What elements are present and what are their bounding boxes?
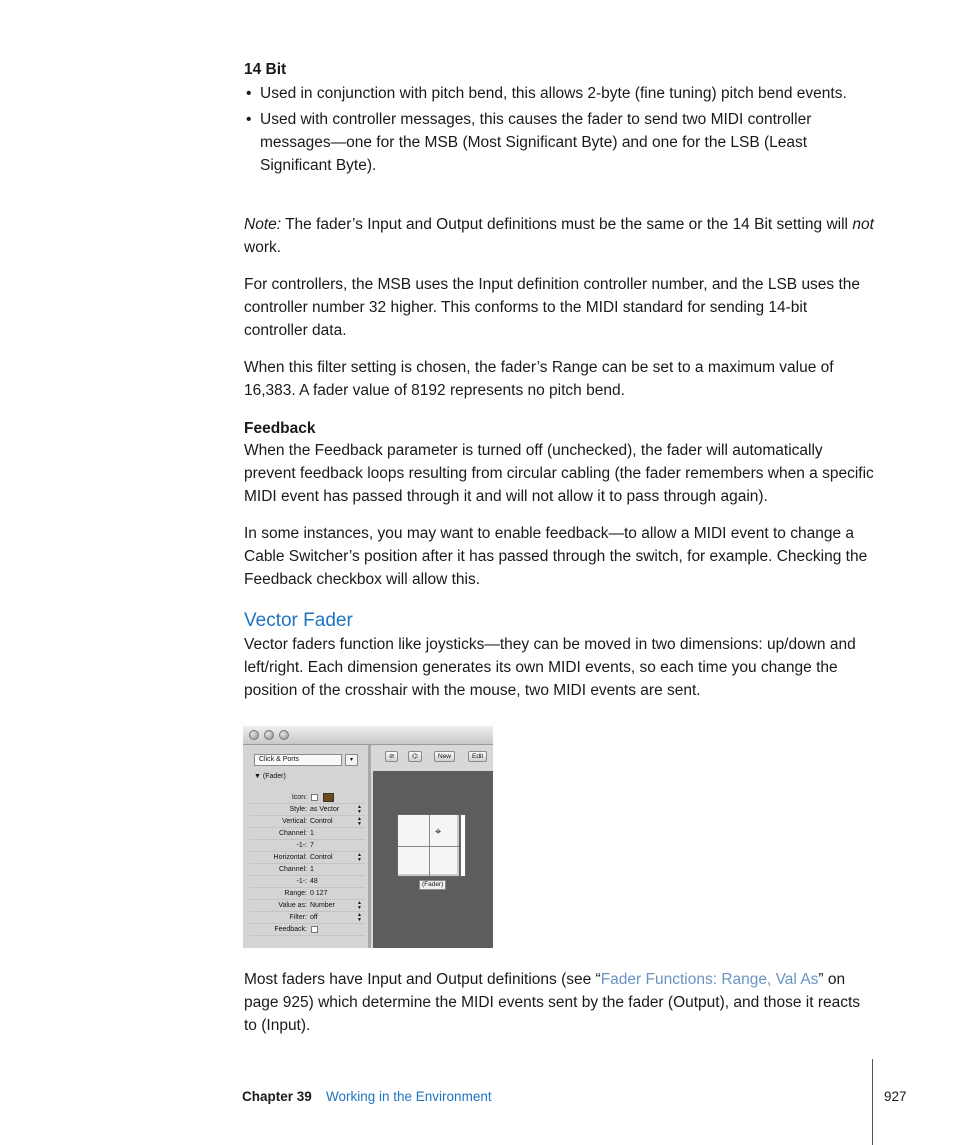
stepper-icon[interactable]: ▲ ▼ — [357, 816, 362, 827]
stepper-icon[interactable]: ▲ ▼ — [357, 804, 362, 815]
parameter-row[interactable] — [249, 852, 365, 864]
zoom-icon[interactable] — [279, 730, 289, 740]
parameter-label: -1-: — [296, 878, 307, 885]
parameter-value[interactable]: off — [310, 914, 318, 921]
checkbox[interactable] — [311, 926, 318, 933]
close-icon[interactable] — [249, 730, 259, 740]
parameter-row[interactable] — [249, 840, 365, 852]
section-vector-fader — [244, 609, 874, 702]
parameter-row[interactable] — [249, 924, 365, 936]
parameter-row[interactable] — [249, 816, 365, 828]
heading-14-bit: 14 Bit — [244, 61, 287, 78]
cross-reference-link[interactable]: Fader Functions: Range, Val As — [600, 971, 819, 988]
fader-icon[interactable] — [323, 793, 334, 802]
edit-menu-button[interactable]: Edit — [468, 751, 487, 762]
paragraph-range: When this filter setting is chosen, the fader’s Range can be set to a maximum value of 16,383. A fader value of 8192 represents no pitch bend. — [244, 359, 834, 399]
parameter-row[interactable] — [249, 876, 365, 888]
heading-feedback: Feedback — [244, 420, 316, 437]
fader-side-handle[interactable] — [460, 814, 466, 877]
paragraph-feedback-1: When the Feedback parameter is turned off (unchecked), the fader will automatically prevent feedback loops resulting from circular cabling (the fader remembers when a specific MIDI event has passed through it and will not allow it to pass through again). — [244, 442, 874, 505]
section-feedback — [244, 419, 874, 508]
midi-thru-icon[interactable]: ⌬ — [408, 751, 422, 762]
parameter-row[interactable] — [249, 888, 365, 900]
stepper-icon[interactable]: ▲ ▼ — [357, 900, 362, 911]
closing-text-after: ” on page 925) which determine the MIDI events sent by the fader (Output), and those it reacts to (Input). — [244, 971, 861, 1034]
environment-toolbar — [371, 745, 493, 769]
note-text-2: work. — [244, 239, 282, 256]
note-label: Note: — [244, 216, 282, 233]
section-14-bit — [244, 60, 874, 180]
note-emphasis: not — [852, 216, 874, 233]
parameter-value[interactable]: 0 127 — [310, 890, 328, 897]
closing-text-before: Most faders have Input and Output definitions (see “ — [244, 971, 601, 988]
environment-window-screenshot — [243, 726, 493, 948]
parameter-row[interactable] — [249, 900, 365, 912]
parameter-value[interactable]: Number — [310, 902, 335, 909]
parameter-row[interactable] — [249, 912, 365, 924]
parameter-value[interactable]: Control — [310, 818, 333, 825]
parameter-label: Style: — [289, 806, 307, 813]
parameter-value[interactable]: 1 — [310, 830, 314, 837]
bullet-controller: • Used with controller messages, this causes the fader to send two MIDI controller messages—one for the MSB (Most Significant Byte) and one for the LSB (Least Significant Byte). — [244, 108, 874, 177]
parameter-label: Channel: — [278, 866, 307, 873]
vector-fader-pad[interactable] — [397, 814, 460, 877]
footer-divider — [872, 1059, 873, 1145]
parameter-row[interactable] — [249, 864, 365, 876]
link-icon[interactable]: ⊘ — [385, 751, 398, 762]
parameter-label: -1-: — [296, 842, 307, 849]
layer-menu[interactable]: Click & Ports — [254, 754, 342, 766]
parameter-label: Range: — [284, 890, 307, 897]
parameter-label: Horizontal: — [273, 854, 307, 861]
heading-vector-fader: Vector Fader — [244, 610, 353, 631]
crosshair-icon[interactable]: ⌖ — [435, 826, 442, 838]
parameter-row[interactable] — [249, 804, 365, 816]
parameter-label: Feedback: — [274, 926, 307, 933]
footer-chapter-title[interactable]: Working in the Environment — [326, 1089, 492, 1104]
parameter-value[interactable]: 1 — [310, 866, 314, 873]
paragraph-controllers: For controllers, the MSB uses the Input definition controller number, and the LSB uses the controller number 32 higher. This conforms to the MIDI standard for sending 14-bit controller data. — [244, 276, 861, 339]
footer-chapter: Chapter 39 — [242, 1089, 312, 1104]
layer-menu-arrow-icon[interactable]: ▾ — [345, 754, 358, 766]
paragraph-feedback-2: In some instances, you may want to enable feedback—to allow a MIDI event to change a Cable Switcher’s position after it has passed through the switch, for example. Checking the Feedback checkbox will allow this. — [244, 525, 868, 588]
page-number: 927 — [884, 1089, 907, 1104]
minimize-icon[interactable] — [264, 730, 274, 740]
stepper-icon[interactable]: ▲ ▼ — [357, 912, 362, 923]
parameter-label: Filter: — [289, 914, 307, 921]
paragraph-input-output — [244, 968, 874, 1037]
stepper-icon[interactable]: ▲ ▼ — [357, 852, 362, 863]
new-menu-button[interactable]: New — [434, 751, 455, 762]
note-text-1: The fader’s Input and Output definitions must be the same or the 14 Bit setting will — [285, 216, 849, 233]
parameter-value[interactable]: Control — [310, 854, 333, 861]
horizontal-axis-line — [398, 846, 459, 847]
object-name: ▼ (Fader) — [254, 773, 286, 780]
bullet-list — [244, 82, 874, 177]
parameter-row[interactable] — [249, 828, 365, 840]
parameter-value[interactable]: as Vector — [310, 806, 340, 813]
note-paragraph — [244, 213, 874, 259]
bullet-pitch-bend: • Used in conjunction with pitch bend, this allows 2-byte (fine tuning) pitch bend events. — [244, 82, 874, 105]
parameter-value[interactable]: 48 — [310, 878, 318, 885]
parameter-label: Icon: — [291, 794, 307, 801]
checkbox[interactable] — [311, 794, 318, 801]
parameter-label: Channel: — [278, 830, 307, 837]
parameter-value[interactable]: 7 — [310, 842, 314, 849]
parameter-row[interactable] — [249, 792, 365, 804]
parameter-label: Value as: — [278, 902, 307, 909]
paragraph-vector-fader: Vector faders function like joysticks—they can be moved in two dimensions: up/down and left/right. Each dimension generates its own MIDI events, so each time you change the position of the crosshair with the mouse, two MIDI events are sent. — [244, 636, 856, 699]
fader-object-label: (Fader) — [419, 880, 446, 890]
parameter-label: Vertical: — [282, 818, 307, 825]
panel-divider — [368, 745, 371, 948]
window-titlebar — [243, 726, 493, 745]
